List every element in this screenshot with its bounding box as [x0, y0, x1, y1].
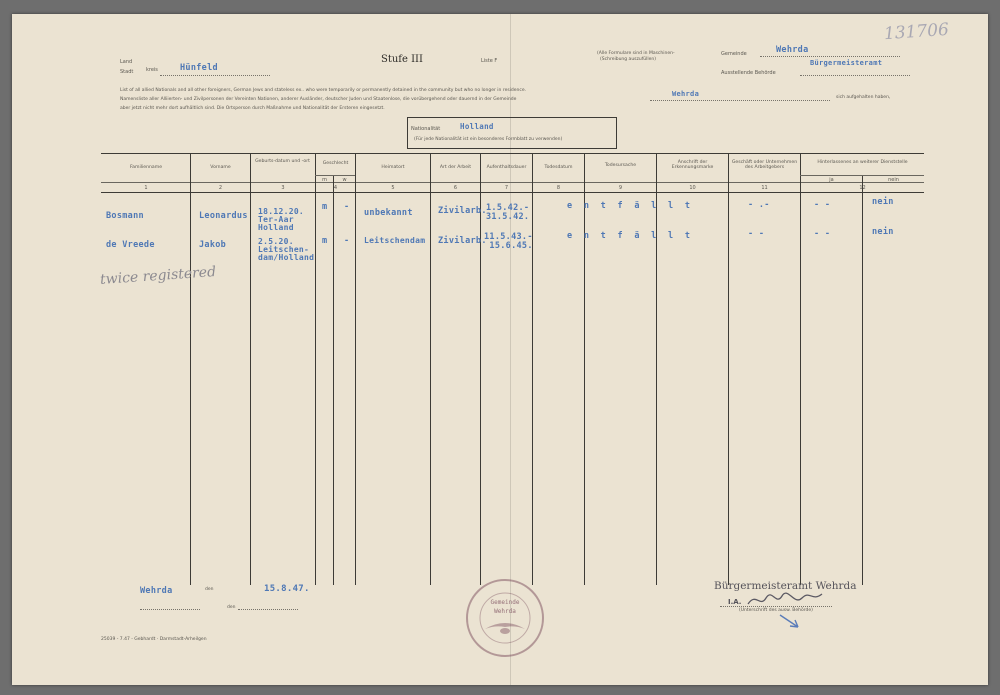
- col-num-7: 7: [504, 185, 509, 191]
- sex-subheader-line: [315, 175, 355, 176]
- table-row-2-dashes-1: - -: [748, 229, 765, 239]
- col-header-hinterlassenes: Hinterlassenes an weiterer Dienststelle: [817, 160, 908, 165]
- table-row-1-familienname: Bosmann: [106, 211, 144, 221]
- col-header-erkennungsmarke: Anschrift der Erkennungsmarke: [671, 160, 714, 170]
- col-divider-5: [430, 153, 431, 585]
- intro-line-2-end: sich aufgehalten haben,: [836, 95, 891, 100]
- col-divider-3: [315, 153, 316, 585]
- col-divider-12: [862, 175, 863, 585]
- col-num-6: 6: [453, 185, 458, 191]
- last-sub-ja: ja: [829, 177, 834, 183]
- last-sub-nein: nein: [888, 177, 899, 183]
- table-row-2-geburt: 2.5.20. Leitschen- dam/Holland: [258, 237, 315, 262]
- table-row-1-vorname: Leonardus: [199, 211, 248, 221]
- footer-den-label: den: [227, 605, 236, 610]
- table-row-2-arbeit: Zivilarb.: [438, 236, 487, 246]
- signature-prefix: I.A.: [728, 598, 742, 606]
- gemeinde-value: Wehrda: [776, 45, 809, 55]
- col-num-10: 10: [689, 185, 696, 191]
- col-divider-8: [584, 153, 585, 585]
- corner-note-2: (Schreibung auszufüllen): [600, 57, 657, 62]
- table-row-2-nein: nein: [872, 227, 894, 237]
- col-divider-6: [480, 153, 481, 585]
- col-num-5: 5: [391, 185, 395, 191]
- col-divider-2: [250, 153, 251, 585]
- corner-note-1: (Alle Formulare sind in Maschinen-: [597, 51, 675, 56]
- col-header-aufenthalt: Aufenthaltsdauer: [486, 165, 527, 170]
- table-row-1-geburt: 18.12.20. Ter-Aar Holland: [258, 207, 305, 232]
- land-label: Land: [120, 59, 133, 65]
- intro-place: Wehrda: [672, 90, 700, 98]
- intro-line-2: Namensliste aller Alliierten- und Zivilpersonen der Vereinten Nationen, anderer Ausländer, deutscher Juden und Staatenlose, die vorübergehend oder dauernd in der Gemeinde: [120, 97, 517, 102]
- table-row-2-entfaellt: e n t f ä l l t: [567, 231, 691, 241]
- col-num-11: 11: [761, 185, 768, 191]
- col-header-arbeitgeber: Geschäft oder Unternehmen des Arbeitgebers: [731, 160, 798, 170]
- col-num-3: 3: [281, 185, 285, 191]
- liste-label: Liste F: [481, 58, 498, 64]
- gemeinde-underline: [760, 56, 900, 57]
- col-num-2: 2: [218, 185, 223, 191]
- nationality-note: (Für jede Nationalität ist ein besonderes Formblatt zu verwenden): [414, 137, 563, 142]
- col-divider-1: [190, 153, 191, 585]
- printer-imprint: 25039 - 7.47 - Gebhardt · Darmstadt-Arheilgen: [101, 637, 207, 642]
- col-header-heimatort: Heimatort: [381, 165, 405, 170]
- col-num-4: 4: [333, 185, 338, 191]
- table-row-2-heimatort: Leitschendam: [364, 236, 426, 245]
- table-row-2-dash: -: [344, 236, 350, 246]
- col-divider-9: [656, 153, 657, 585]
- col-divider-10: [728, 153, 729, 585]
- table-row-2-aufenthalt: 11.5.43.- 15.6.45.: [484, 232, 533, 251]
- arrow-mark: [778, 613, 802, 631]
- nationality-label: Nationalität: [411, 126, 441, 132]
- col-divider-7: [532, 153, 533, 585]
- table-row-1-heimatort: unbekannt: [364, 208, 413, 218]
- gemeinde-label: Gemeinde: [721, 51, 747, 57]
- sex-sub-w: w: [342, 177, 347, 183]
- col-header-geschlecht: Geschlecht: [322, 161, 349, 166]
- footer-date: 15.8.47.: [264, 584, 310, 594]
- table-row-2-familienname: de Vreede: [106, 240, 155, 250]
- behoerde-label: Ausstellende Behörde: [721, 70, 776, 76]
- nationality-box: [407, 117, 617, 149]
- table-row-1-dash: -: [344, 202, 350, 212]
- signature-office: Bürgermeisteramt Wehrda: [714, 580, 857, 592]
- table-row-1-nein: nein: [872, 197, 894, 207]
- form-title: Stufe III: [381, 54, 423, 65]
- col-num-1: 1: [144, 185, 148, 191]
- col-header-vorname: Vorname: [210, 165, 231, 170]
- col-header-todesdatum: Todesdatum: [544, 165, 573, 170]
- sex-sub-m: m: [322, 177, 327, 183]
- col-header-geburt: Geburts-datum und -ort: [255, 159, 310, 164]
- archive-number: 131706: [883, 19, 950, 45]
- footer-place-line: [140, 609, 200, 610]
- col-divider-4: [355, 153, 356, 585]
- kreis-value: Hünfeld: [180, 63, 218, 73]
- col-divider-11: [800, 153, 801, 585]
- col-num-9: 9: [618, 185, 623, 191]
- footer-den-top: den: [205, 587, 214, 592]
- intro-line-1: List of all allied Nationals and all other foreigners, German Jews and stateless ex.. who were temporarily or permanently detained in the community but who no longer in residence.: [120, 88, 527, 93]
- intro-line-3: aber jetzt nicht mehr dort aufhältlich sind. Die Ortsperson durch Maßnahme und Nationalität der Ersteren eingesetzt.: [120, 106, 385, 111]
- footer-date-line: [238, 609, 298, 610]
- intro-place-underline: [650, 100, 830, 101]
- table-row-2-vorname: Jakob: [199, 240, 227, 250]
- table-row-1-dashes-2: - -: [814, 200, 831, 210]
- eagle-icon: [468, 581, 542, 655]
- signature-sub: (Unterschrift des ausw. Behörde): [739, 608, 813, 613]
- table-row-2-geschlecht: m: [322, 236, 328, 246]
- col-header-arbeit: Art der Arbeit: [439, 165, 472, 170]
- table-row-1-entfaellt: e n t f ä l l t: [567, 201, 691, 211]
- footer-place: Wehrda: [140, 586, 173, 596]
- table-row-2-dashes-2: - -: [814, 229, 831, 239]
- stamp-text-bottom: Wehrda: [494, 608, 516, 615]
- last-subheader-line: [800, 175, 924, 176]
- table-row-1-aufenthalt: 1.5.42.- 31.5.42.: [486, 203, 530, 222]
- kreis-label: kreis: [146, 67, 158, 73]
- table-row-1-dashes-1: - .-: [748, 200, 770, 210]
- kreis-underline: [160, 75, 270, 76]
- table-row-1-arbeit: Zivilarb.: [438, 206, 487, 216]
- stamp-text-top: Gemeinde: [490, 599, 520, 606]
- col-num-8: 8: [556, 185, 561, 191]
- official-stamp: [466, 579, 544, 657]
- behoerde-underline: [800, 75, 910, 76]
- col-header-familienname: Familienname: [129, 165, 163, 170]
- behoerde-value: Bürgermeisteramt: [810, 59, 883, 67]
- signature-line: [720, 606, 832, 607]
- handwritten-annotation: twice registered: [99, 263, 217, 289]
- stadt-label: Stadt: [120, 69, 134, 75]
- nationality-value: Holland: [460, 122, 494, 131]
- col-header-todesursache: Todesursache: [604, 163, 637, 168]
- table-row-1-geschlecht: m: [322, 202, 328, 212]
- col-num-12: 12: [859, 185, 866, 191]
- col-divider-sex: [333, 175, 334, 585]
